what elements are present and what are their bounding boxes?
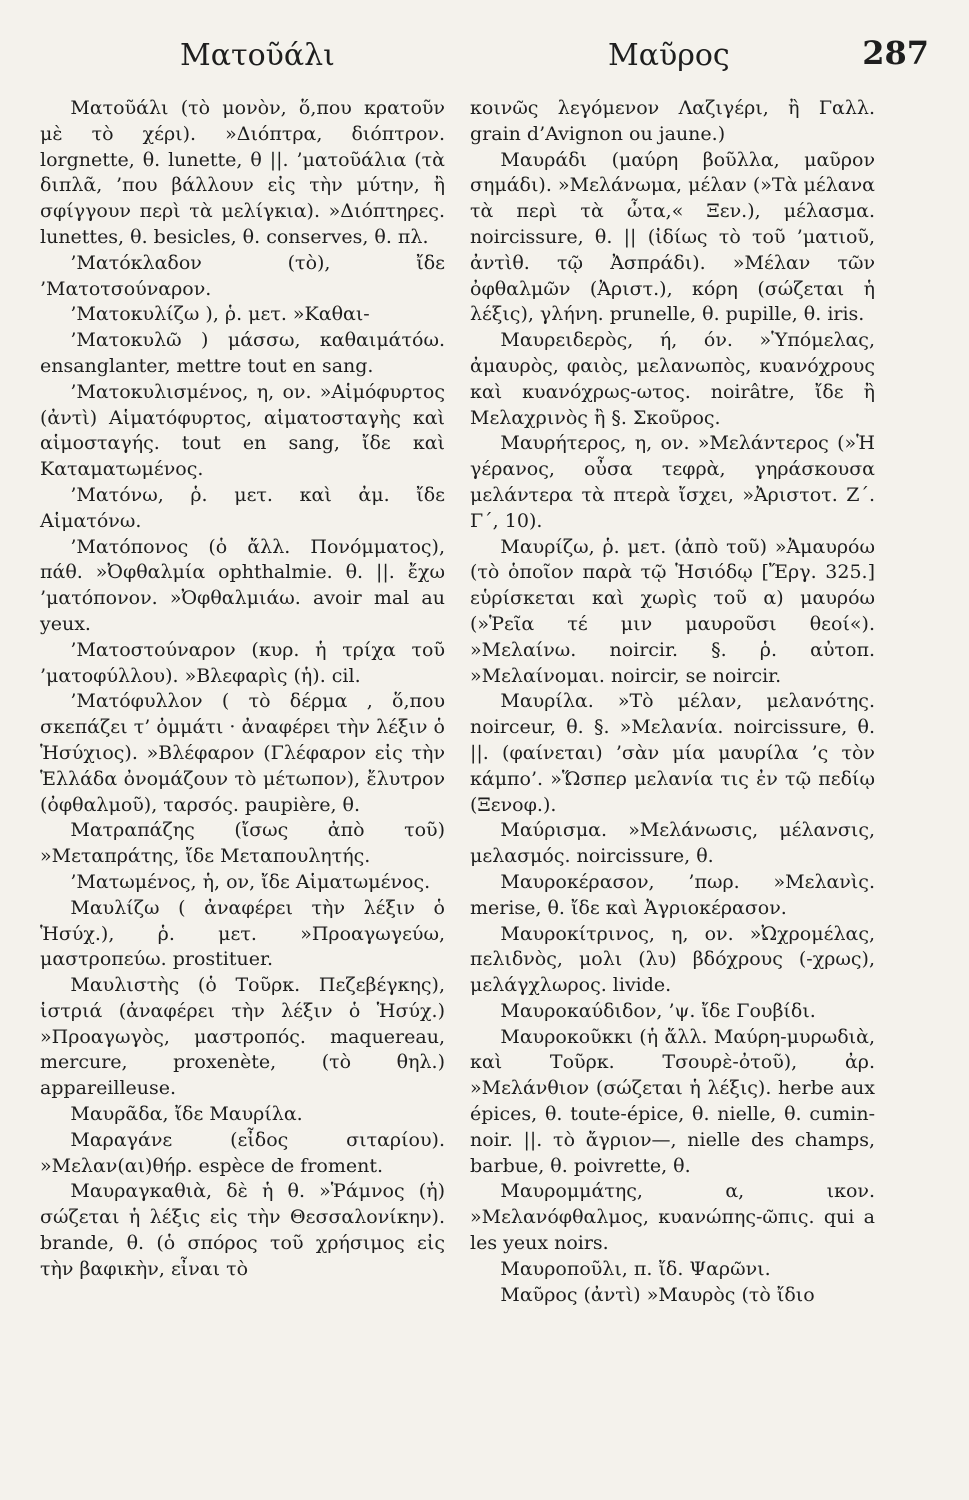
dictionary-entry: Μαυλιστὴς (ὁ Τοῦρκ. Πεζεβέγκης), ἱστριά (ἀναφέρει τὴν λέξιν ὁ Ἡσύχ.) »Προαγωγὸς, μαστροπός. maquereau, mercure, proxenète, (τὸ θηλ.) appareilleuse. (40, 974, 445, 1100)
left-column (40, 96, 445, 1283)
dictionary-entry: Μαυράδι (μαύρη βοῦλλα, μαῦρον σημάδι). »Μελάνωμα, μέλαν (»Τὰ μέλανα τὰ περὶ τὰ ὦτα,« Ξεν.), μέλασμα. noircissure, θ. || (ἰδίως τὸ τοῦ ’ματιοῦ, ἀντὶθ. τῷ Ἀσπράδι). »Μέλαν τῶν ὀφθαλμῶν (Ἀριστ.), κόρη (σώζεται ἡ λέξις), γλήνη. prunelle, θ. pupille, θ. iris. (470, 148, 875, 326)
dictionary-entry: Μαυροκέρασον, ’πωρ. »Μελανὶς. merise, θ. ἴδε καὶ Ἀγριοκέρασον. (470, 870, 875, 919)
dictionary-entry: Μαυραγκαθιὰ, δὲ ἡ θ. »Ῥάμνος (ἡ) σώζεται ἡ λέξις εἰς τὴν Θεσσαλονίκην). brande, θ. (ὁ σπόρος τοῦ χρήσιμος εἰς τὴν βαφικὴν, εἶναι τὸ (40, 1180, 445, 1280)
dictionary-entry: ’Ματόνω, ῥ. μετ. καὶ ἀμ. ἴδε Αἱματόνω. (40, 483, 445, 532)
dictionary-entry: ’Ματοστούναρον (κυρ. ἡ τρίχα τοῦ ’ματοφύλλου). »Βλεφαρὶς (ἡ). cil. (40, 638, 445, 687)
dictionary-entry: Μαύρισμα. »Μελάνωσις, μέλανσις, μελασμός. noircissure, θ. (470, 819, 875, 868)
dictionary-entry: Μαυρειδερὸς, ή, όν. »Ὑπόμελας, ἀμαυρὸς, φαιὸς, μελανωπὸς, κυανόχρους καὶ κυανόχρως-ωτος. noirâtre, ἴδε ἢ Μελαχρινὸς ἢ §. Σκοῦρος. (470, 329, 875, 429)
dictionary-entry: Ματοῦάλι (τὸ μονὸν, ὅ,που κρατοῦν μὲ τὸ χέρι). »Διόπτρα, διόπτρον. lorgnette, θ. lunette, θ ||. ’ματοῦάλια (τὰ διπλᾶ, ’που βάλλουν εἰς τὴν μύτην, ἢ σφίγγουν περὶ τὰ μελίγκια). »Διόπτηρες. lunettes, θ. besicles, θ. conserves, θ. πλ. (40, 97, 445, 248)
dictionary-entry: ’Ματόφυλλον ( τὸ δέρμα , ὅ,που σκεπάζει τ’ ὀμμάτι · ἀναφέρει τὴν λέξιν ὁ Ἡσύχιος). »Βλέφαρον (Γλέφαρον εἰς τὴν Ἑλλάδα ὀνομάζουν τὸ μέτωπον), ἔλυτρον (ὀφθαλμοῦ), ταρσός. paupière, θ. (40, 690, 445, 816)
dictionary-entry: Μαυροκίτρινος, η, ον. »Ὠχρομέλας, πελιδνὸς, μολι (λυ) βδόχρους (-χρως), μελάγχλωρος. livide. (470, 922, 875, 997)
dictionary-entry: Μαυρήτερος, η, ον. »Μελάντερος (»Ἡ γέρανος, οὖσα τεφρὰ, γηράσκουσα μελάντερα τὰ πτερὰ ἴσχει, »Ἀριστοτ. Ζ΄. Γ΄, 10). (470, 432, 875, 532)
dictionary-entry: Μαραγάνε (εἶδος σιταρίου). »Μελαν(αι)θήρ. espèce de froment. (40, 1128, 445, 1177)
dictionary-entry: Μαυρίζω, ῥ. μετ. (ἀπὸ τοῦ) »Ἀμαυρόω (τὸ ὁποῖον παρὰ τῷ Ἡσιόδῳ [Ἔργ. 325.] εὑρίσκεται καὶ χωρὶς τοῦ α) μαυρόω (»Ῥεῖα τέ μιν μαυροῦσι θεοί«). »Μελαίνω. noircir. §. ῥ. αὐτοπ. »Μελαίνομαι. noircir, se noircir. (470, 535, 875, 687)
dictionary-entry: Μαῦρος (ἀντὶ) »Μαυρὸς (τὸ ἴδιο (500, 1283, 815, 1306)
dictionary-entry: ’Ματοκυλῶ ) μάσσω, καθαιμάτόω. ensanglanter, mettre tout en sang. (40, 329, 445, 377)
dictionary-entry: Μαυροκαύδιδον, ’ψ. ἴδε Γουβίδι. (500, 999, 816, 1022)
page-number: 287 (862, 34, 929, 72)
left-headword: Ματοῦάλι (180, 38, 335, 73)
page-header (40, 34, 929, 88)
dictionary-entry: ’Ματόπονος (ὁ ἄλλ. Πονόμματος), πάθ. »Ὀφθαλμία ophthalmie. θ. ||. ἔχω ’ματόπονον. »Ὀφθαλμιάω. avoir mal au yeux. (40, 535, 445, 635)
dictionary-entry: Μαυλίζω ( ἀναφέρει τὴν λέξιν ὁ Ἡσύχ.), ῥ. μετ. »Προαγωγεύω, μαστροπεύω. prostituer. (40, 896, 445, 971)
dictionary-entry-continued: κοινῶς λεγόμενον Λαζιγέρι, ἢ Γαλλ. grain d’Avignon ou jaune.) (470, 97, 875, 145)
dictionary-entry: ’Ματωμένος, ἡ, ον, ἴδε Αἱματωμένος. (70, 870, 431, 893)
dictionary-entry: ’Ματοκυλισμένος, η, ον. »Αἱμόφυρτος (ἀντὶ) Αἱματόφυρτος, αἱματοσταγὴς καὶ αἱμοσταγής. tout en sang, ἴδε καὶ Καταματωμένος. (40, 380, 445, 481)
dictionary-entry: ’Ματόκλαδον (τὸ), ἴδε ’Ματοτσούναρον. (40, 251, 445, 300)
dictionary-entry: Μαυρομμάτης, α, ικον. »Μελανόφθαλμος, κυανώπης-ῶπις. qui a les yeux noirs. (470, 1180, 875, 1255)
dictionary-entry: Μαυρᾶδα, ἴδε Μαυρίλα. (70, 1103, 303, 1126)
dictionary-entry: Μαυροκοῦκκι (ἡ ἄλλ. Μαύρη-μυρωδιὰ, καὶ Τοῦρκ. Τσουρὲ-ὀτοῦ), ἀρ. »Μελάνθιον (σώζεται ἡ λέξις). herbe aux épices, θ. toute-épice, θ. nielle, θ. cumin-noir. ||. τὸ ἄγριον—, nielle des champs, barbue, θ. poivrette, θ. (470, 1025, 875, 1177)
right-column (470, 96, 875, 1308)
dictionary-entry: Μαυροποῦλι, π. ἴδ. Ψαρῶνι. (500, 1257, 771, 1280)
dictionary-entry: Μαυρίλα. »Τὸ μέλαν, μελανότης. noirceur, θ. §. »Μελανία. noircissure, θ. ||. (φαίνεται) ’σὰν μία μαυρίλα ’ς τὸν κάμπο’. »Ὥσπερ μελανία τις ἐν τῷ πεδίῳ (Ξενοφ.). (470, 690, 875, 816)
dictionary-entry: ’Ματοκυλίζω ), ῥ. μετ. »Καθαι- (70, 303, 370, 326)
right-headword: Μαῦρος (608, 38, 730, 73)
dictionary-entry: Ματραπάζης (ἴσως ἀπὸ τοῦ) »Μεταπράτης, ἴδε Μεταπουλητής. (40, 819, 445, 868)
